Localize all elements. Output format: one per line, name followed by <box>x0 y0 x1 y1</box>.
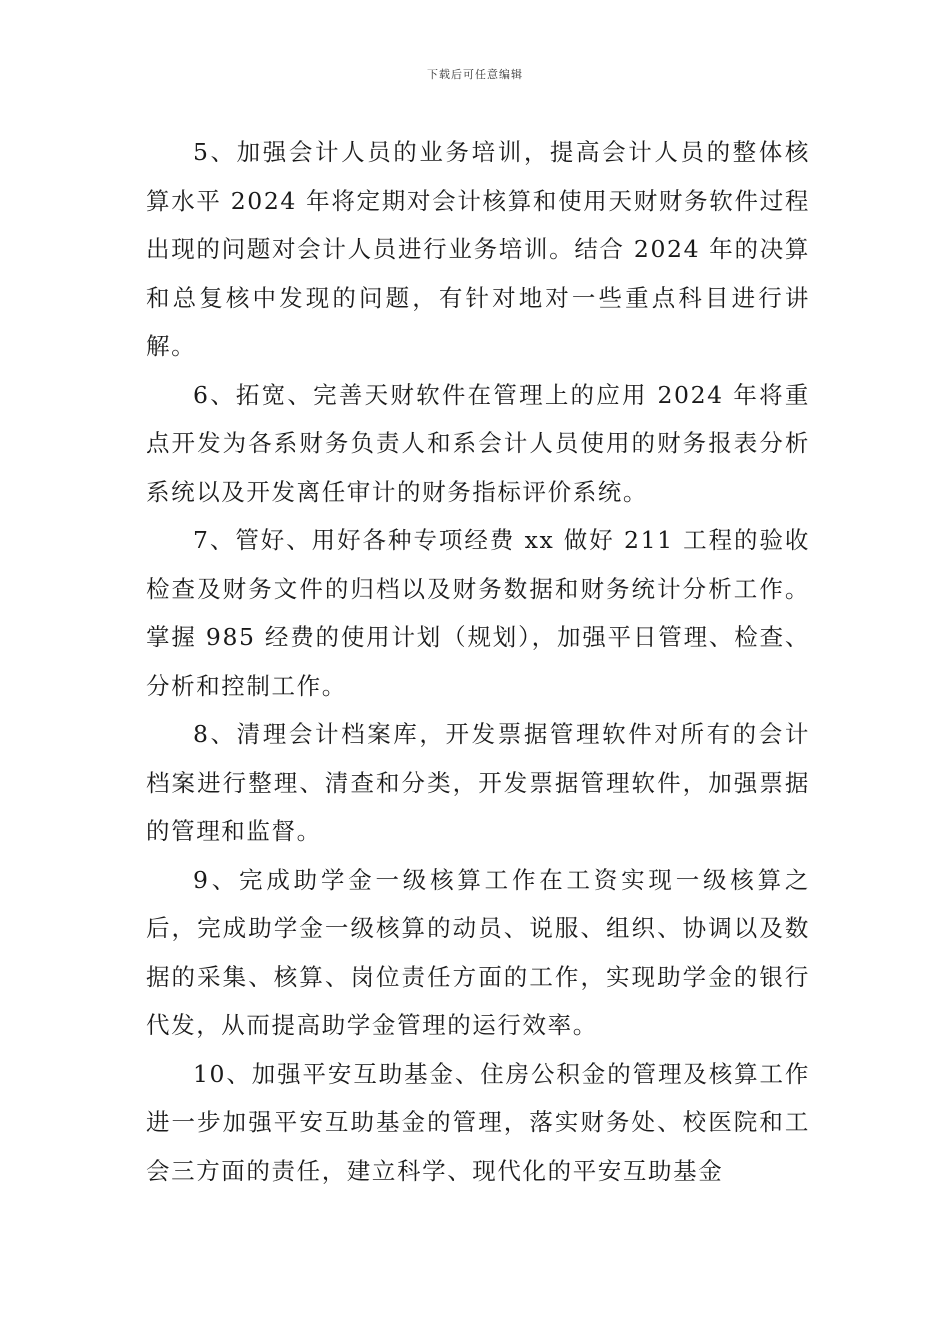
paragraph-item-6: 6、拓宽、完善天财软件在管理上的应用 2024 年将重点开发为各系财务负责人和系会计人员使用的财务报表分析系统以及开发离任审计的财务指标评价系统。 <box>146 380 810 506</box>
paragraph-item-9: 9、完成助学金一级核算工作在工资实现一级核算之后，完成助学金一级核算的动员、说服、组织、协调以及数据的采集、核算、岗位责任方面的工作，实现助学金的银行代发，从而提高助学金管理的运行效率。 <box>146 865 810 1039</box>
page-header: 下载后可任意编辑 <box>427 68 523 81</box>
document-body <box>146 128 810 1195</box>
paragraph-item-7: 7、管好、用好各种专项经费 xx 做好 211 工程的验收检查及财务文件的归档以及财务数据和财务统计分析工作。掌握 985 经费的使用计划（规划），加强平日管理、检查、分析和控制工作。 <box>146 526 810 700</box>
paragraph-item-8: 8、清理会计档案库，开发票据管理软件对所有的会计档案进行整理、清查和分类，开发票据管理软件，加强票据的管理和监督。 <box>146 720 810 845</box>
paragraph-item-5: 5、加强会计人员的业务培训，提高会计人员的整体核算水平 2024 年将定期对会计核算和使用天财财务软件过程出现的问题对会计人员进行业务培训。结合 2024 年的决算和总复核中发现的问题，有针对地对一些重点科目进行讲解。 <box>146 138 810 360</box>
paragraph-item-10: 10、加强平安互助基金、住房公积金的管理及核算工作进一步加强平安互助基金的管理，落实财务处、校医院和工会三方面的责任，建立科学、现代化的平安互助基金 <box>146 1059 810 1185</box>
